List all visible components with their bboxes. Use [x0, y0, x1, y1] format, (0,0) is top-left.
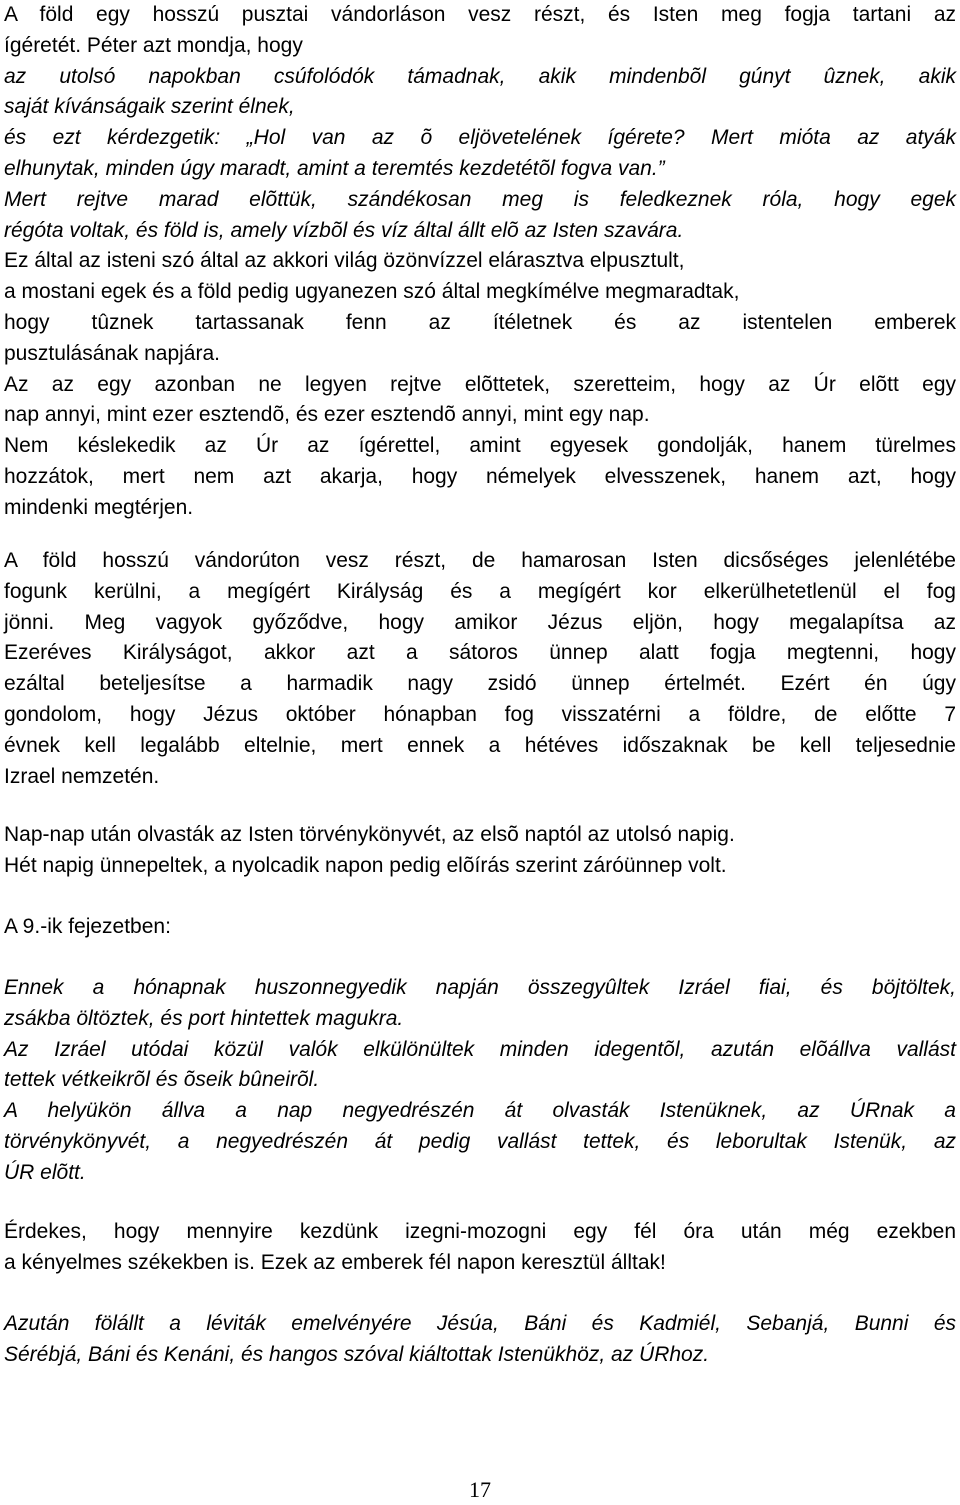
text-line: Ennek a hónapnak huszonnegyedik napján összegyûltek Izráel fiai, és böjtöltek, [4, 976, 956, 999]
text-line: ezáltal beteljesítse a harmadik nagy zsidó ünnep értelmét. Ezért én úgy [4, 672, 956, 696]
text-line: az utolsó napokban csúfolódók támadnak, akik mindenbõl gúnyt ûznek, akik [4, 64, 956, 88]
text-line: ÚR elõtt. [4, 1160, 86, 1184]
text-line: A 9.-ik fejezetben: [4, 915, 171, 938]
text-line: Hét napig ünnepeltek, a nyolcadik napon pedig elõírás szerint záróünnep volt. [4, 853, 727, 877]
text-line: jönni. Meg vagyok győződve, hogy amikor Jézus eljön, hogy megalapítsa az [4, 610, 956, 634]
text-line: évnek kell legalább eltelnie, mert ennek a hétéves időszaknak be kell teljesednie [4, 733, 956, 757]
text-line: hogy tûznek tartassanak fenn az ítéletnek és az istentelen emberek [4, 310, 956, 334]
text-line: Nap-nap után olvasták az Isten törvénykönyvét, az elsõ naptól az utolsó napig. [4, 823, 735, 846]
text-line: zsákba öltöztek, és port hintettek magukra. [4, 1006, 404, 1030]
text-line: Érdekes, hogy mennyire kezdünk izegni-mozogni egy fél óra után még ezekben [4, 1220, 956, 1243]
page-number: 17 [469, 1477, 491, 1502]
text-line: Mert rejtve marad elõttük, szándékosan meg is feledkeznek róla, hogy egek [4, 187, 956, 211]
text-line: A föld hosszú vándorúton vesz részt, de hamarosan Isten dicsőséges jelenlétébe [4, 549, 956, 572]
text-line: nap annyi, mint ezer esztendõ, és ezer esztendõ annyi, mint egy nap. [4, 403, 650, 427]
paragraph-law-reading [4, 820, 956, 882]
text-line: gondolom, hogy Jézus október hónapban fog visszatérni a földre, de előtte 7 [4, 702, 956, 726]
text-line: Nem késlekedik az Úr az ígérettel, amint egyesek gondolják, hanem türelmes [4, 434, 956, 458]
text-line: Azután fölállt a léviták emelvényére Jésúa, Báni és Kadmiél, Sebanjá, Bunni és [4, 1312, 956, 1335]
text-line: Ezeréves Királyságot, akkor azt a sátoros ünnep alatt fogja megtenni, hogy [4, 641, 956, 665]
paragraph-levites-quote [4, 1309, 956, 1371]
text-line: A helyükön állva a nap negyedrészén át olvasták Istenüknek, az ÚRnak a [4, 1099, 956, 1123]
text-line: elhunytak, minden úgy maradt, amint a teremtés kezdetétõl fogva van.” [4, 156, 665, 180]
text-line: Az az egy azonban ne legyen rejtve elõttetek, szeretteim, hogy az Úr elõtt egy [4, 372, 956, 396]
paragraph-remark [4, 1217, 956, 1279]
text-line: Sérébjá, Báni és Kenáni, és hangos szóval kiáltottak Istenükhöz, az ÚRhoz. [4, 1342, 710, 1366]
text-line: Izrael nemzetén. [4, 764, 160, 788]
text-line: mindenki megtérjen. [4, 495, 194, 519]
paragraph-intro-scripture [4, 0, 956, 524]
text-line: tettek vétkeikrõl és õseik bûneirõl. [4, 1068, 320, 1092]
text-line: Ez által az isteni szó által az akkori világ özönvízzel elárasztva elpusztult, [4, 249, 685, 273]
text-line: pusztulásának napjára. [4, 341, 220, 365]
text-line: saját kívánságaik szerint élnek, [4, 95, 295, 119]
text-line: a mostani egek és a föld pedig ugyanezen szó által megkímélve megmaradtak, [4, 280, 740, 304]
chapter-heading [4, 912, 956, 943]
text-line: törvénykönyvét, a negyedrészén át pedig vallást tettek, és leborultak Istenük, az [4, 1129, 956, 1153]
text-line: A föld egy hosszú pusztai vándorláson vesz részt, és Isten meg fogja tartani az [4, 3, 956, 26]
text-line: régóta voltak, és föld is, amely vízbõl és víz által állt elõ az Isten szavára. [4, 218, 684, 242]
text-line: fogunk kerülni, a megígért Királyság és a megígért kor elkerülhetetlenül el fog [4, 579, 956, 603]
text-line: hozzátok, mert nem azt akarja, hogy némelyek elvesszenek, hanem azt, hogy [4, 464, 956, 488]
text-line: és ezt kérdezgetik: „Hol van az õ eljövetelének ígérete? Mert mióta az atyák [4, 126, 956, 150]
text-line: ígéretét. Péter azt mondja, hogy [4, 33, 303, 57]
paragraph-chapter-nine-quote [4, 973, 956, 1189]
text-line: a kényelmes székekben is. Ezek az emberek fél napon keresztül álltak! [4, 1250, 666, 1274]
paragraph-commentary [4, 546, 956, 792]
text-line: Az Izráel utódai közül valók elkülönültek minden idegentõl, azután elõállva vallást [4, 1037, 956, 1061]
